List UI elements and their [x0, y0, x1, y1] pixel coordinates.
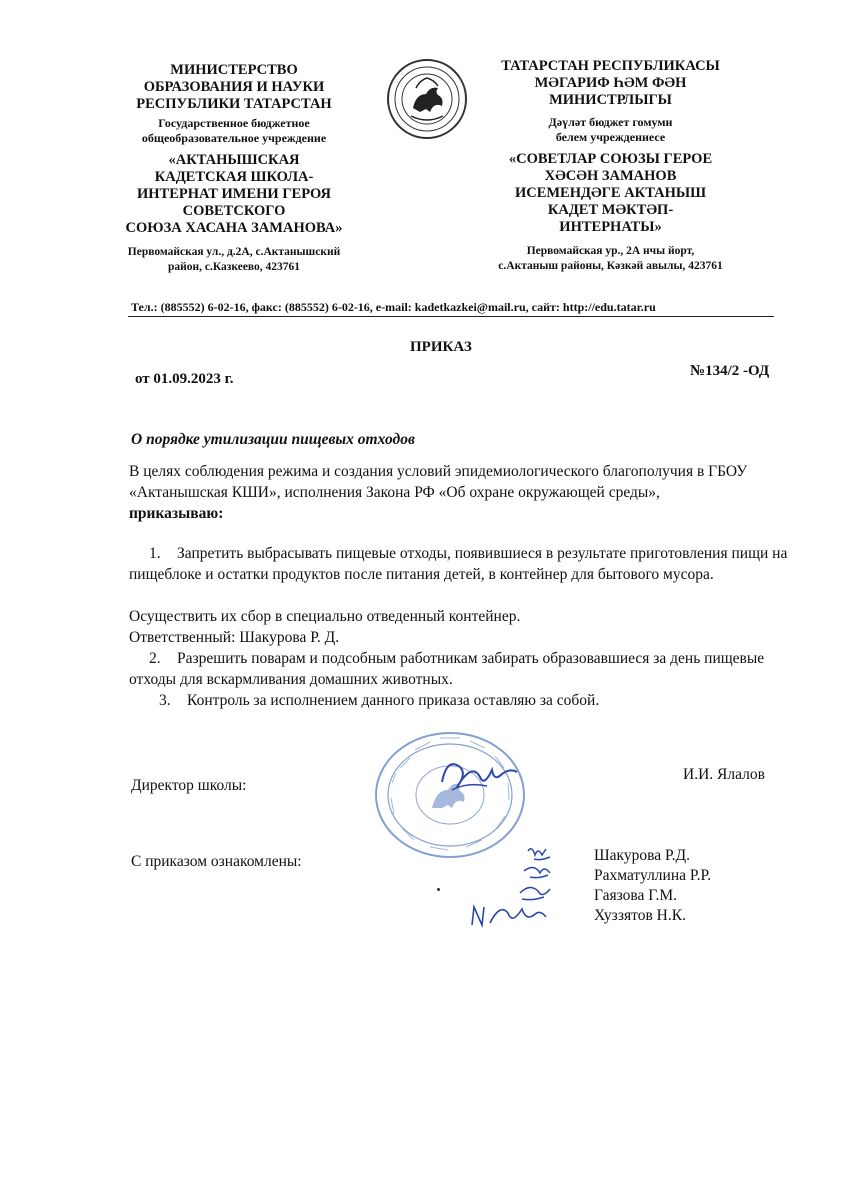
order-number: №134/2 -ОД	[690, 363, 770, 379]
intro-command: приказываю:	[129, 505, 224, 522]
acknowledged-name: Рахматуллина Р.Р.	[594, 867, 711, 884]
org-type-line: белем учреждениесе	[555, 130, 666, 144]
acknowledged-name: Гаязова Г.М.	[594, 887, 677, 904]
item-number: 2.	[149, 650, 161, 667]
order-subject: О порядке утилизации пищевых отходов	[131, 431, 415, 448]
org-type-line: общеобразовательное учреждение	[141, 131, 327, 145]
order-date: от 01.09.2023 г.	[135, 371, 234, 387]
collect-line: Осуществить их сбор в специально отведенный контейнер.	[129, 608, 521, 625]
org-type-line: Государственное бюджетное	[158, 116, 310, 130]
director-label: Директор школы:	[131, 777, 247, 794]
acknowledged-name: Шакурова Р.Д.	[594, 847, 690, 864]
item-number: 1.	[149, 545, 161, 562]
director-name: И.И. Ялалов	[683, 766, 765, 783]
address-line: Первомайская ул., д.2А, с.Актанышский	[127, 246, 341, 258]
ministry-line: ОБРАЗОВАНИЯ И НАУКИ	[143, 79, 325, 95]
school-name-line: «АКТАНЫШСКАЯ	[168, 152, 300, 168]
item-text: Контроль за исполнением данного приказа оставляю за собой.	[187, 692, 600, 709]
address-line: Первомайская ур., 2А нчы йорт,	[526, 245, 695, 257]
item-number: 3.	[159, 692, 171, 709]
director-signature	[432, 752, 522, 797]
school-name-line: ИСЕМЕНДӘГЕ АКТАНЫШ	[514, 185, 707, 201]
intro-paragraph	[129, 461, 789, 524]
responsible-line: Ответственный: Шакурова Р. Д.	[129, 629, 340, 646]
header-left-column	[110, 62, 358, 275]
intro-text: В целях соблюдения режима и создания условий эпидемиологического благополучия в ГБОУ «Актанышская КШИ», исполнения Закона РФ «Об охране окружающей среды»,	[129, 463, 748, 501]
acknowledged-list	[594, 846, 711, 926]
order-title: ПРИКАЗ	[410, 339, 472, 355]
school-name-line: СОЮЗА ХАСАНА ЗАМАНОВА»	[125, 220, 343, 236]
address-line: с.Актаныш районы, Кәзкәй авылы, 423761	[498, 260, 723, 272]
order-item	[129, 648, 799, 690]
acknowledged-label: С приказом ознакомлены:	[131, 853, 302, 870]
org-type-line: Дәүләт бюджет гомуми	[548, 115, 673, 129]
acknowledged-name: Хуззятов Н.К.	[594, 907, 686, 924]
header-divider	[128, 316, 774, 317]
school-name-line: КАДЕТ МӘКТӘП-	[547, 202, 674, 218]
ministry-line: МИНИСТЕРСТВО	[170, 62, 298, 78]
item-text: Разрешить поварам и подсобным работникам забирать образовавшиеся за день пищевые отходы для вскармливания домашних животных.	[129, 650, 765, 688]
address-line: район, с.Казкеево, 423761	[167, 261, 301, 273]
school-name-line: ХӘСӘН ЗАМАНОВ	[544, 168, 677, 184]
school-name-line: ИНТЕРНАТ ИМЕНИ ГЕРОЯ	[136, 186, 332, 202]
item-text: Запретить выбрасывать пищевые отходы, появившиеся в результате приготовления пищи на пищеблоке и остатки продуктов после питания детей, в контейнер для бытового мусора.	[129, 545, 788, 583]
school-name-line: «СОВЕТЛАР СОЮЗЫ ГЕРОЕ	[508, 151, 713, 167]
school-name-line: СОВЕТСКОГО	[182, 203, 286, 219]
school-name-line: КАДЕТСКАЯ ШКОЛА-	[154, 169, 314, 185]
order-item	[129, 543, 799, 585]
order-item	[129, 690, 789, 711]
ministry-line: РЕСПУБЛИКИ ТАТАРСТАН	[136, 96, 332, 112]
ministry-line: ТАТАРСТАН РЕСПУБЛИКАСЫ	[501, 58, 720, 74]
acknowledgement-signatures	[460, 843, 590, 943]
ministry-line: МИНИСТРЛЫГЫ	[549, 92, 672, 108]
header-right-column	[478, 58, 743, 274]
ink-dot	[437, 888, 440, 891]
tatarstan-emblem-icon	[386, 58, 468, 140]
school-name-line: ИНТЕРНАТЫ»	[559, 219, 662, 235]
ministry-line: МӘГАРИФ ҺӘМ ФӘН	[534, 75, 687, 91]
contacts-line: Тел.: (885552) 6-02-16, факс: (885552) 6-02-16, e-mail: kadetkazkei@mail.ru, сайт: http://edu.tatar.ru	[131, 300, 656, 314]
